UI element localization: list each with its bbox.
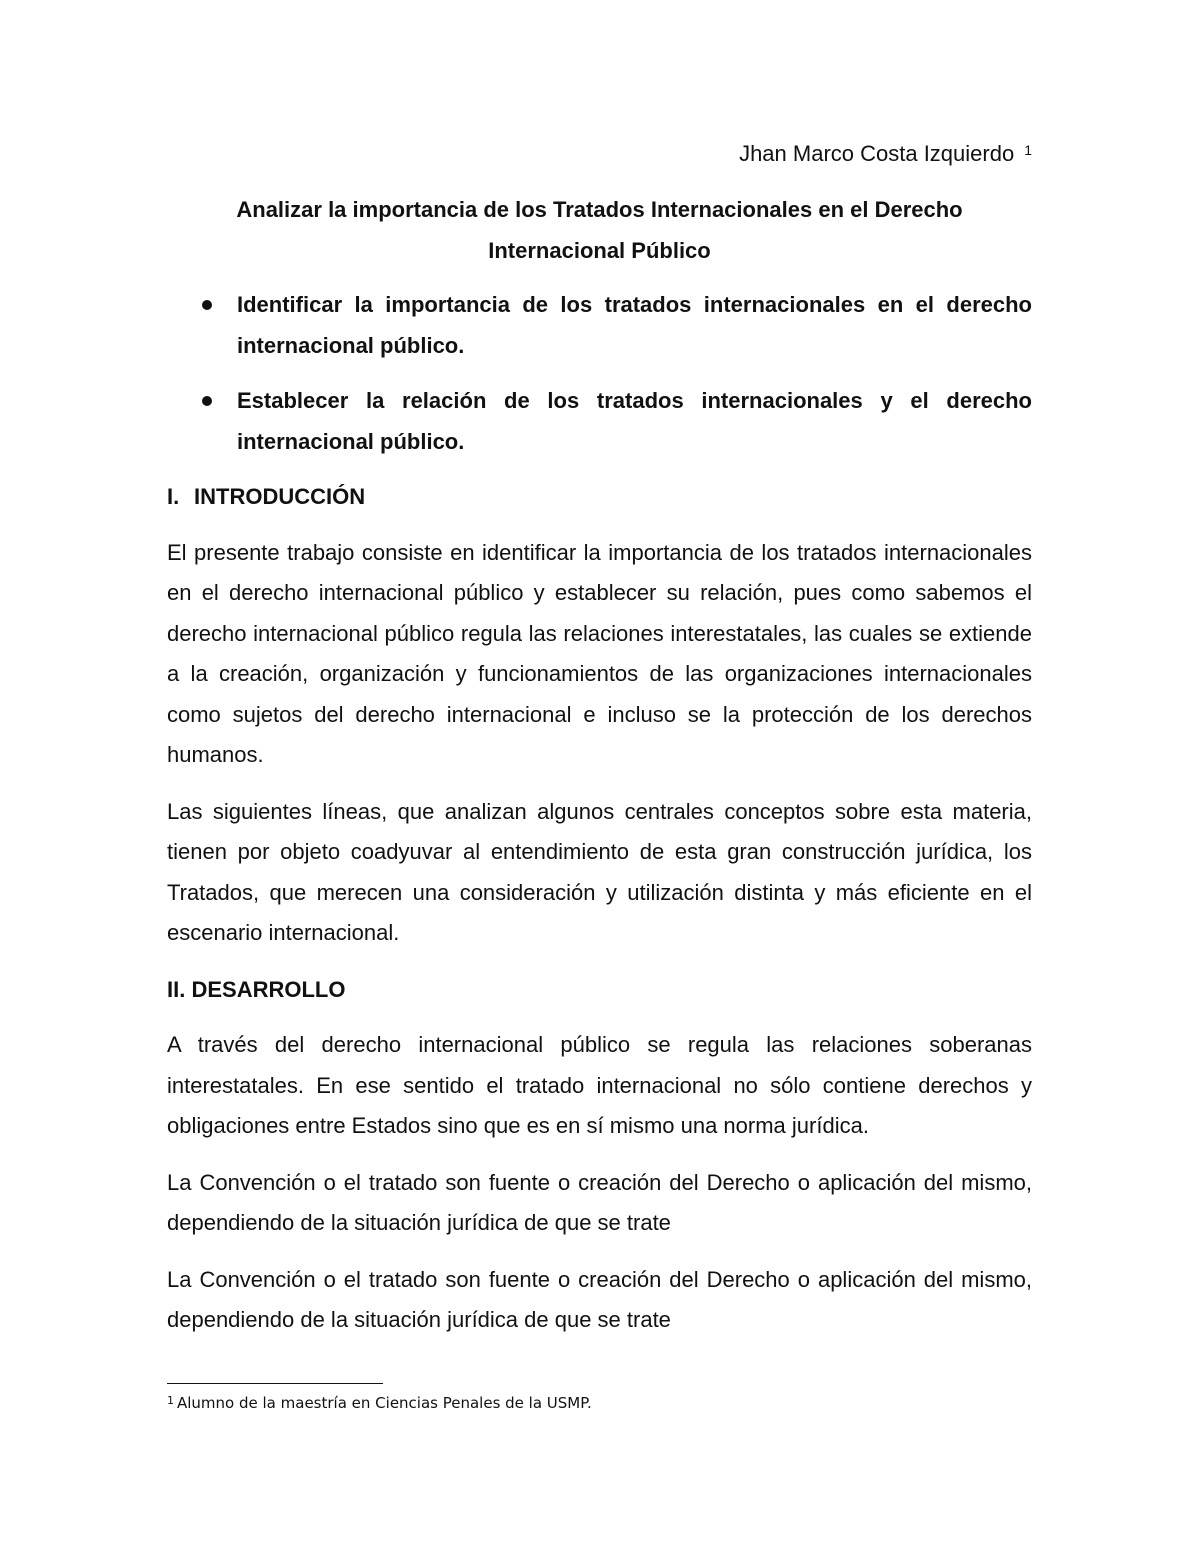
paragraph: La Convención o el tratado son fuente o creación del Derecho o aplicación del mismo, dependiendo de la situación jurídica de que se trate: [167, 1266, 1032, 1332]
section-title: INTRODUCCIÓN: [194, 484, 366, 509]
author-footnote-mark: 1: [1024, 142, 1032, 158]
paragraph: Las siguientes líneas, que analizan algunos centrales conceptos sobre esta materia, tienen por objeto coadyuvar al entendimiento de esta gran construcción jurídica, los Tratados, que merecen una consideración y utilización distinta y más eficiente en el escenario internacional.: [167, 798, 1032, 945]
objective-item: [167, 285, 1032, 366]
section-heading-desarrollo: [167, 970, 1032, 1011]
footnote-separator: [167, 1383, 383, 1384]
bullet-icon: [202, 396, 212, 406]
objectives-list: [167, 285, 1032, 462]
footnote-mark: 1: [167, 1394, 174, 1407]
footnote-text: Alumno de la maestría en Ciencias Penales de la USMP.: [177, 1394, 592, 1412]
footnote: [167, 1392, 592, 1416]
section-heading-introduccion: [167, 477, 1032, 518]
objective-text: Identificar la importancia de los tratados internacionales en el derecho internacional público.: [237, 292, 1032, 358]
bullet-icon: [202, 300, 212, 310]
section-number: II.: [167, 976, 186, 1002]
paragraph: El presente trabajo consiste en identificar la importancia de los tratados internacionales en el derecho internacional público y establecer su relación, pues como sabemos el derecho internacional público regula las relaciones interestatales, las cuales se extiende a la creación, organización y funcionamientos de las organizaciones internacionales como sujetos del derecho internacional e incluso se la protección de los derechos humanos.: [167, 539, 1032, 767]
objective-text: Establecer la relación de los tratados internacionales y el derecho internacional público.: [237, 388, 1032, 454]
section-title: DESARROLLO: [191, 976, 346, 1002]
paragraph: A través del derecho internacional público se regula las relaciones soberanas interestatales. En ese sentido el tratado internacional no sólo contiene derechos y obligaciones entre Estados sino que es en sí mismo una norma jurídica.: [167, 1032, 1032, 1138]
section-number: I.: [167, 484, 180, 509]
author-line: [167, 134, 1032, 176]
document-title: Analizar la importancia de los Tratados Internacionales en el Derecho Internacional Público: [236, 197, 963, 263]
paragraph: La Convención o el tratado son fuente o creación del Derecho o aplicación del mismo, dependiendo de la situación jurídica de que se trate: [167, 1169, 1032, 1235]
author-name: Jhan Marco Costa Izquierdo: [739, 141, 1015, 166]
document-body: [167, 134, 1032, 1341]
objective-item: [167, 381, 1032, 462]
